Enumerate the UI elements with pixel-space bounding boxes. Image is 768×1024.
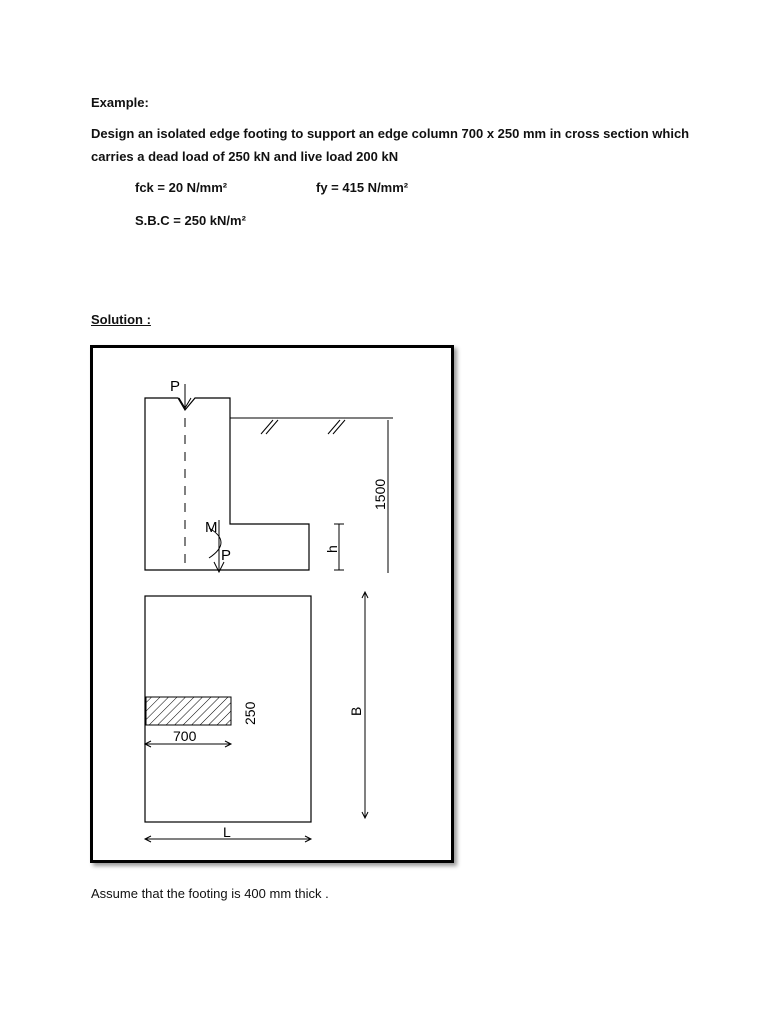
label-p-top: P (170, 378, 181, 395)
assumption-text: Assume that the footing is 400 mm thick . (91, 886, 329, 901)
example-heading: Example: (91, 95, 149, 110)
label-250: 250 (242, 701, 258, 725)
solution-heading: Solution : (91, 312, 151, 327)
ground-hatch (261, 420, 345, 434)
label-depth-1500: 1500 (372, 478, 388, 510)
label-l: L (223, 824, 231, 840)
problem-line-1: Design an isolated edge footing to support an edge column 700 x 250 mm in cross section which (91, 126, 690, 141)
label-b: B (348, 706, 364, 716)
footing-drawing (93, 348, 451, 860)
label-m: M (205, 519, 218, 536)
footing-figure (90, 345, 454, 863)
label-h: h (324, 545, 340, 553)
elevation-outline (145, 398, 309, 570)
problem-line-2: carries a dead load of 250 kN and live load 200 kN (91, 149, 399, 164)
fy-value: fy = 415 N/mm² (316, 180, 409, 195)
label-p-bottom: P (221, 547, 232, 564)
column-section (146, 697, 231, 725)
fck-value: fck = 20 N/mm² (135, 180, 228, 195)
sbc-value: S.B.C = 250 kN/m² (135, 213, 246, 228)
label-700: 700 (173, 728, 197, 744)
